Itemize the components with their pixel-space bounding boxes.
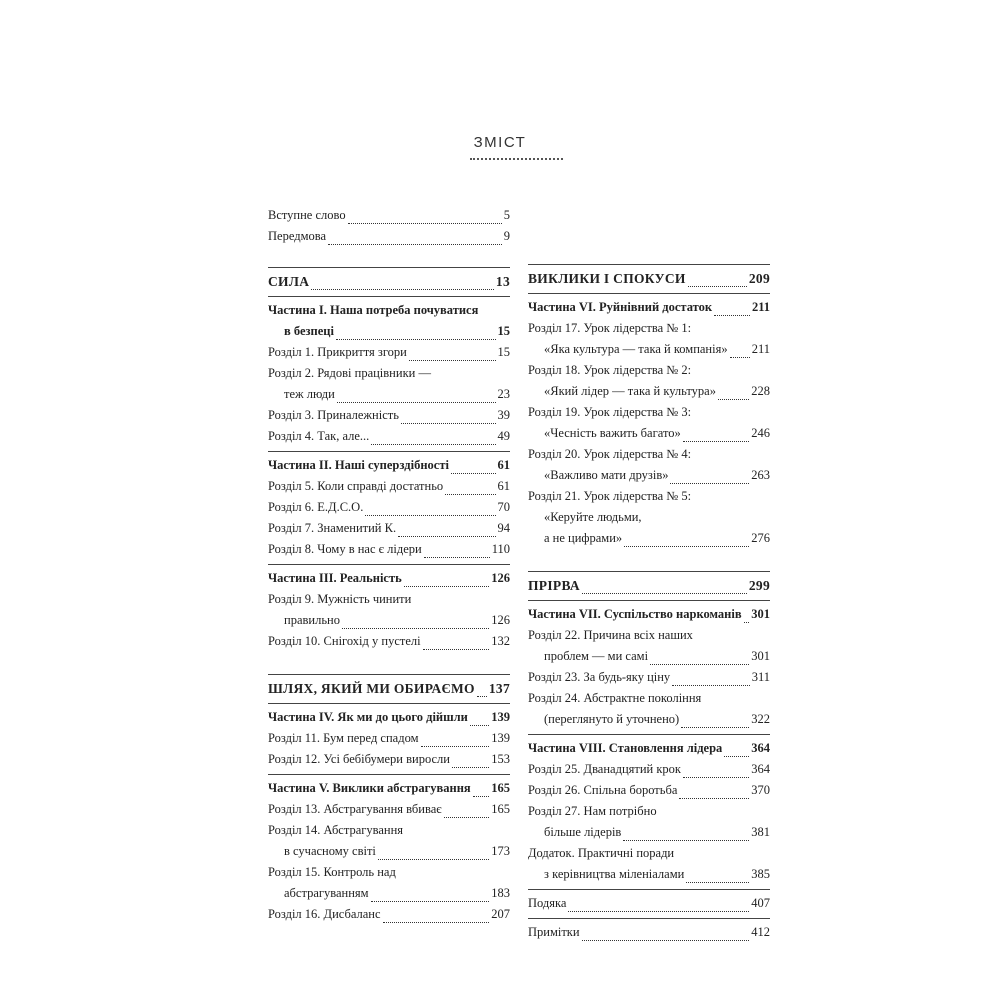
dot-leader [445,488,495,495]
toc-entry-text: ПРІРВА [528,577,580,593]
toc-column-left [268,204,510,925]
toc-page-number: 311 [751,670,770,685]
toc-entry-line [268,904,510,925]
toc-entry[interactable] [268,205,510,226]
toc-entry-text: Розділ 5. Коли справді достатньо [268,479,444,494]
toc-entry-text: (переглянуто й уточнено) [544,712,680,727]
dot-leader [714,309,750,316]
toc-page-number: 276 [751,531,770,546]
toc-entry-text: Розділ 17. Урок лідерства № 1: [528,321,692,336]
toc-entry-text: «Керуйте людьми, [544,510,642,525]
dot-leader [470,719,489,726]
toc-group [528,889,770,914]
toc-entry-text: «Яка культура — така й компанія» [544,342,728,357]
toc-entry-line [268,455,510,476]
toc-group [268,564,510,652]
toc-entry-line [268,539,510,560]
toc-entry-line [268,799,510,820]
toc-entry[interactable] [268,518,510,539]
toc-entry[interactable] [268,707,510,728]
toc-entry-text: Розділ 1. Прикриття згори [268,345,407,360]
toc-entry-text: Частина VIII. Становлення лідера [528,741,723,756]
toc-entry-text: Розділ 19. Урок лідерства № 3: [528,405,692,420]
toc-entry-line [268,749,510,770]
dot-leader [582,587,747,594]
dot-leader [423,643,490,650]
toc-entry[interactable] [268,678,510,699]
toc-entry[interactable] [268,589,510,631]
toc-page-number: 364 [751,762,770,777]
toc-entry-text: Додаток. Практичні поради [528,846,675,861]
toc-entry-text: Розділ 26. Спільна боротьба [528,783,678,798]
toc-entry-text: в безпеці [284,324,334,339]
toc-entry-line [528,444,770,465]
toc-entry[interactable] [268,426,510,447]
toc-page-number: 211 [751,300,770,315]
dot-leader [744,616,750,623]
toc-entry[interactable] [528,667,770,688]
toc-entry-text: Примітки [528,925,580,940]
toc-entry[interactable] [268,342,510,363]
toc-entry-line [528,709,770,730]
dot-leader [624,540,749,547]
dot-leader [681,721,749,728]
toc-entry[interactable] [528,922,770,943]
toc-entry-line [268,271,510,292]
toc-group [268,267,510,292]
toc-entry-text: Розділ 6. Е.Д.С.О. [268,500,364,515]
toc-entry-line [528,822,770,843]
toc-entry-line [268,363,510,384]
toc-entry-text: Розділ 2. Рядові працівники — [268,366,431,381]
toc-entry[interactable] [268,749,510,770]
dot-leader [383,916,490,923]
toc-entry-text: більше лідерів [544,825,622,840]
toc-entry[interactable] [268,862,510,904]
toc-group [268,296,510,447]
toc-entry-line [528,423,770,444]
toc-entry-line [528,864,770,885]
dot-leader [337,396,496,403]
toc-page-number: 126 [491,613,510,628]
toc-entry[interactable] [268,631,510,652]
toc-entry-line [528,780,770,801]
toc-entry-text: абстрагуванням [284,886,369,901]
toc-group [528,600,770,730]
toc-entry-text: Розділ 8. Чому в нас є лідери [268,542,422,557]
toc-page-number: 246 [751,426,770,441]
toc-page-number: 301 [751,607,770,622]
toc-page-number: 385 [751,867,770,882]
toc-page-number: 322 [751,712,770,727]
toc-entry[interactable] [528,486,770,549]
dot-leader [451,467,496,474]
toc-group [268,451,510,560]
toc-group [528,293,770,549]
toc-entry-line [268,778,510,799]
dot-leader [679,792,749,799]
toc-group [268,774,510,925]
toc-entry-text: Частина III. Реальність [268,571,402,586]
toc-entry-line [528,297,770,318]
toc-entry-line [268,518,510,539]
toc-entry-line [528,528,770,549]
toc-entry-text: Розділ 3. Приналежність [268,408,399,423]
dot-leader [688,280,747,287]
toc-entry-text: правильно [284,613,340,628]
dot-leader [409,354,496,361]
toc-entry-line [268,610,510,631]
toc-entry-line [528,646,770,667]
toc-entry-text: Частина II. Наші суперздібності [268,458,449,473]
toc-entry-line [528,688,770,709]
toc-entry-text: Частина V. Виклики абстрагування [268,781,471,796]
toc-page-number: 381 [751,825,770,840]
toc-entry[interactable] [528,360,770,402]
toc-page-number: 49 [497,429,510,444]
toc-entry[interactable] [528,444,770,486]
toc-entry-line [268,205,510,226]
dot-leader [378,853,489,860]
toc-entry-text: а не цифрами» [544,531,623,546]
toc-page-number: 15 [497,345,510,360]
toc-page-number: 211 [751,342,770,357]
toc-entry[interactable] [268,728,510,749]
toc-entry-line [528,486,770,507]
toc-entry-text: з керівництва міленіалами [544,867,685,882]
toc-entry[interactable] [268,820,510,862]
toc-entry-line [268,426,510,447]
toc-group [528,734,770,885]
toc-page-number: 173 [491,844,510,859]
toc-entry-line [528,360,770,381]
toc-entry-text: ВИКЛИКИ І СПОКУСИ [528,270,686,286]
toc-page-number: 61 [497,479,510,494]
toc-page-number: 15 [497,324,510,339]
toc-page-number: 139 [491,731,510,746]
toc-group [268,703,510,770]
dot-leader [452,761,489,768]
toc-entry-text: Вступне слово [268,208,346,223]
toc-entry-line [528,893,770,914]
toc-entry[interactable] [528,801,770,843]
page-title: ЗМІСТ [473,134,527,151]
toc-entry-text: Розділ 15. Контроль над [268,865,396,880]
toc-entry[interactable] [528,843,770,885]
toc-entry-text: Розділ 16. Дисбаланс [268,907,381,922]
toc-entry-text: Розділ 25. Дванадцятий крок [528,762,682,777]
toc-entry-line [528,339,770,360]
title-dotted-rule [470,158,563,160]
toc-entry-line [268,226,510,247]
toc-entry-line [528,575,770,596]
toc-entry-text: Частина IV. Як ми до цього дійшли [268,710,468,725]
toc-group [268,674,510,699]
toc-entry-line [268,820,510,841]
toc-entry-text: Розділ 23. За будь-яку ціну [528,670,671,685]
toc-entry-text: Передмова [268,229,327,244]
dot-leader [568,905,749,912]
toc-page-number: 61 [497,458,510,473]
toc-entry[interactable] [528,604,770,625]
toc-entry[interactable] [528,297,770,318]
toc-page-number: 9 [503,229,510,244]
toc-column-right [528,264,770,943]
dot-leader [683,435,750,442]
toc-entry-line [268,678,510,699]
toc-page-number: 23 [497,387,510,402]
toc-page-number: 132 [491,634,510,649]
dot-leader [672,679,750,686]
toc-group [528,264,770,289]
toc-group [528,571,770,596]
toc-page-number: 407 [751,896,770,911]
dot-leader [686,876,749,883]
toc-entry-text: Розділ 27. Нам потрібно [528,804,657,819]
toc-entry[interactable] [268,476,510,497]
dot-leader [477,690,487,697]
dot-leader [401,417,496,424]
toc-entry-text: Розділ 21. Урок лідерства № 5: [528,489,692,504]
toc-page-number: 13 [495,273,510,289]
toc-entry-line [528,604,770,625]
toc-entry[interactable] [528,402,770,444]
toc-entry-text: Розділ 7. Знаменитий К. [268,521,397,536]
dot-leader [730,351,750,358]
toc-entry-line [268,883,510,904]
toc-entry[interactable] [528,780,770,801]
toc-entry-line [528,801,770,822]
toc-entry-text: проблем — ми самі [544,649,649,664]
dot-leader [336,333,496,340]
toc-entry[interactable] [268,497,510,518]
toc-entry-line [268,384,510,405]
toc-entry-line [528,843,770,864]
toc-entry-text: Частина I. Наша потреба почуватися [268,303,479,318]
toc-page-number: 301 [751,649,770,664]
toc-entry-line [528,667,770,688]
toc-entry-line [268,321,510,342]
toc-entry-line [268,631,510,652]
toc-page-number: 70 [497,500,510,515]
toc-page-number: 126 [491,571,510,586]
toc-entry-line [268,476,510,497]
toc-entry[interactable] [528,759,770,780]
toc-page-number: 299 [748,577,770,593]
toc-entry[interactable] [268,539,510,560]
toc-entry-line [268,300,510,321]
toc-entry-line [528,625,770,646]
toc-entry-text: Розділ 13. Абстрагування вбиває [268,802,442,817]
toc-entry[interactable] [528,575,770,596]
toc-entry[interactable] [528,268,770,289]
toc-entry[interactable] [528,625,770,667]
toc-entry[interactable] [268,405,510,426]
toc-entry-text: Розділ 4. Так, але... [268,429,370,444]
toc-entry-line [528,738,770,759]
toc-entry-line [528,465,770,486]
toc-page-number: 370 [751,783,770,798]
toc-page-number: 110 [491,542,510,557]
toc-entry-text: в сучасному світі [284,844,376,859]
toc-page-number: 364 [751,741,770,756]
toc-entry-text: Розділ 14. Абстрагування [268,823,404,838]
toc-page-number: 139 [491,710,510,725]
toc-page-number: 5 [503,208,510,223]
toc-entry-text: Розділ 18. Урок лідерства № 2: [528,363,692,378]
dot-leader [444,811,490,818]
toc-entry-text: Частина VI. Руйнівний достаток [528,300,713,315]
toc-entry[interactable] [268,300,510,342]
toc-entry-line [528,759,770,780]
toc-entry[interactable] [528,893,770,914]
dot-leader [582,934,750,941]
dot-leader [371,438,495,445]
toc-entry-line [268,497,510,518]
toc-entry-line [268,707,510,728]
toc-entry-text: Розділ 22. Причина всіх наших [528,628,693,643]
toc-page-number: 209 [748,270,770,286]
dot-leader [348,217,502,224]
toc-entry-text: «Важливо мати друзів» [544,468,669,483]
dot-leader [328,238,502,245]
toc-entry[interactable] [528,318,770,360]
toc-page-number: 207 [491,907,510,922]
toc-page-number: 412 [751,925,770,940]
toc-entry-text: теж люди [284,387,335,402]
toc-entry-line [528,922,770,943]
toc-page-number: 39 [497,408,510,423]
toc-entry[interactable] [268,226,510,247]
toc-entry-text: Розділ 20. Урок лідерства № 4: [528,447,692,462]
toc-entry[interactable] [268,799,510,820]
dot-leader [311,283,494,290]
toc-page-number: 228 [751,384,770,399]
dot-leader [473,790,490,797]
toc-entry[interactable] [268,363,510,405]
toc-entry-text: Подяка [528,896,567,911]
dot-leader [623,834,749,841]
toc-entry-line [528,507,770,528]
toc-entry[interactable] [268,271,510,292]
toc-entry-line [268,728,510,749]
dot-leader [365,509,495,516]
toc-group [268,204,510,247]
toc-entry-text: Розділ 24. Абстрактне покоління [528,691,702,706]
dot-leader [650,658,749,665]
toc-page-number: 137 [488,680,510,696]
toc-entry-text: СИЛА [268,273,310,289]
toc-entry-text: Розділ 11. Бум перед спадом [268,731,419,746]
toc-entry-line [268,342,510,363]
dot-leader [424,551,490,558]
toc-entry[interactable] [268,904,510,925]
toc-entry[interactable] [528,738,770,759]
toc-entry-line [268,589,510,610]
toc-entry-line [268,405,510,426]
toc-entry-line [528,381,770,402]
toc-entry-line [268,862,510,883]
toc-entry[interactable] [268,568,510,589]
toc-page-number: 153 [491,752,510,767]
toc-entry[interactable] [268,778,510,799]
dot-leader [718,393,749,400]
dot-leader [421,740,490,747]
dot-leader [683,771,749,778]
toc-entry-text: Розділ 9. Мужність чинити [268,592,412,607]
toc-entry-text: ШЛЯХ, ЯКИЙ МИ ОБИРАЄМО [268,680,475,696]
dot-leader [404,580,490,587]
toc-group [528,918,770,943]
toc-page-number: 183 [491,886,510,901]
toc-entry-line [528,268,770,289]
toc-entry-text: «Який лідер — така й культура» [544,384,716,399]
toc-page-number: 94 [497,521,510,536]
toc-page-number: 165 [491,781,510,796]
toc-entry-text: «Чесність важить багато» [544,426,681,441]
dot-leader [342,622,489,629]
toc-entry-text: Розділ 12. Усі бебібумери виросли [268,752,450,767]
dot-leader [398,530,495,537]
toc-entry-text: Розділ 10. Снігохід у пустелі [268,634,421,649]
toc-entry[interactable] [528,688,770,730]
toc-entry-text: Частина VII. Суспільство наркоманів [528,607,742,622]
toc-entry-line [268,841,510,862]
toc-entry-line [528,402,770,423]
toc-entry-line [528,318,770,339]
toc-page-number: 263 [751,468,770,483]
dot-leader [724,750,749,757]
toc-entry-line [268,568,510,589]
toc-page-number: 165 [491,802,510,817]
toc-entry[interactable] [268,455,510,476]
dot-leader [371,895,490,902]
dot-leader [670,477,749,484]
